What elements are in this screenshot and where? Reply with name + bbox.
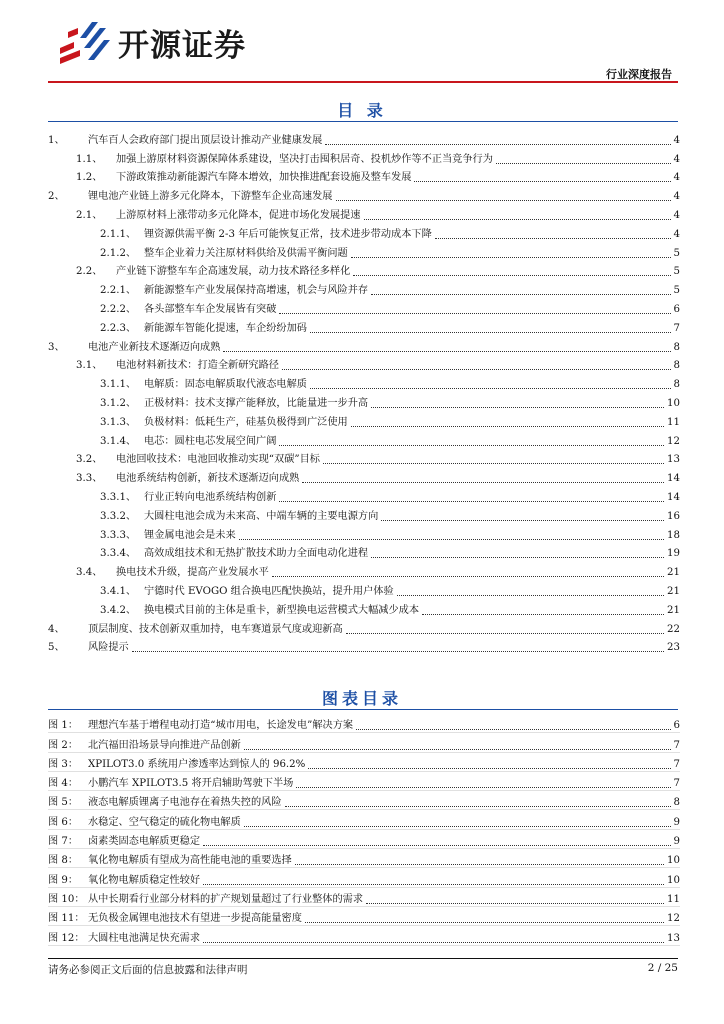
toc-entry-number: 2.2.1、 xyxy=(100,285,137,297)
toc-leader-dots xyxy=(422,614,664,615)
toc-leader-dots xyxy=(397,595,664,596)
toc-entry[interactable] xyxy=(48,128,680,147)
toc-leader-dots xyxy=(325,144,670,145)
toc-entry[interactable] xyxy=(48,335,680,354)
toc-entry-title: 宁德时代 EVOGO 组合换电匹配快换站，提升用户体验 xyxy=(144,585,394,597)
figure-entry-number: 图 5： xyxy=(48,797,79,809)
toc-entry[interactable] xyxy=(48,391,680,410)
toc-entry-title: 电芯：圆柱电芯发展空间广阔 xyxy=(144,435,277,447)
toc-entry-title: 整车企业着力关注原材料供给及供需平衡问题 xyxy=(144,247,348,259)
toc-entry-page: 14 xyxy=(667,473,680,485)
toc-entry-title: 各头部整车车企发展皆有突破 xyxy=(144,303,277,315)
toc-entry-page: 18 xyxy=(667,529,680,541)
figure-entry[interactable] xyxy=(48,753,680,772)
toc-leader-dots xyxy=(371,557,664,558)
toc-entry-page: 21 xyxy=(667,567,680,579)
header-divider xyxy=(48,81,678,83)
figure-leader-dots xyxy=(244,826,671,827)
toc-entry-number: 3.4.1、 xyxy=(100,585,137,597)
toc-entry-page: 19 xyxy=(667,548,680,560)
toc-entry-title: 大圆柱电池会成为未来高、中端车辆的主要电源方向 xyxy=(144,510,379,522)
figure-list-title: 图表目录 xyxy=(321,689,402,708)
toc-entry-page: 8 xyxy=(673,341,680,353)
figure-entry[interactable] xyxy=(48,772,680,791)
figure-entry-title: 小鹏汽车 XPILOT3.5 将开启辅助驾驶下半场 xyxy=(88,778,294,790)
toc-leader-dots xyxy=(302,482,664,483)
toc-entry-page: 6 xyxy=(673,303,680,315)
toc-entry-number: 5、 xyxy=(48,642,65,654)
toc-entry-number: 3、 xyxy=(48,341,65,353)
toc-entry-number: 3.2、 xyxy=(76,454,103,466)
figure-entry-page: 9 xyxy=(673,816,680,828)
toc-entry-page: 4 xyxy=(673,228,680,240)
toc-leader-dots xyxy=(414,181,670,182)
figure-leader-dots xyxy=(203,845,670,846)
toc-leader-dots xyxy=(279,501,664,502)
figure-entry[interactable] xyxy=(48,926,680,945)
footer-disclaimer: 请务必参阅正文后面的信息披露和法律声明 xyxy=(48,964,248,976)
toc-entry-title: 电池回收技术：电池回收推动实现“双碳”目标 xyxy=(116,454,320,466)
toc-entry-page: 8 xyxy=(673,379,680,391)
toc-entry-title: 电池系统结构创新，新技术逐渐迈向成熟 xyxy=(116,473,300,485)
toc-entry-page: 23 xyxy=(667,642,680,654)
figure-entry-page: 13 xyxy=(667,932,680,944)
toc-entry-title: 高效成组技术和无热扩散技术助力全面电动化进程 xyxy=(144,548,369,560)
toc-entry-number: 3.1.3、 xyxy=(100,416,137,428)
toc-title: 目 录 xyxy=(337,101,387,120)
toc-entry-title: 换电技术升级，提高产业发展水平 xyxy=(116,567,269,579)
toc-entry-number: 1.2、 xyxy=(76,172,103,184)
figure-entry-number: 图 3： xyxy=(48,758,79,770)
toc-entry[interactable] xyxy=(48,448,680,467)
toc-entry-page: 12 xyxy=(667,435,680,447)
figure-entry[interactable] xyxy=(48,888,680,907)
figure-entry-page: 8 xyxy=(673,797,680,809)
toc-leader-dots xyxy=(132,651,664,652)
toc-entry-title: 新能源车智能化提速，车企纷纷加码 xyxy=(144,322,307,334)
toc-leader-dots xyxy=(435,238,671,239)
figure-entry-number: 图 1： xyxy=(48,720,79,732)
toc-entry-number: 2.2.3、 xyxy=(100,322,137,334)
report-type-label: 行业深度报告 xyxy=(606,68,672,81)
toc-leader-dots xyxy=(353,275,670,276)
figure-entry[interactable] xyxy=(48,907,680,926)
figure-entry-number: 图 4： xyxy=(48,778,79,790)
toc-entry[interactable] xyxy=(48,466,680,485)
toc-entry[interactable] xyxy=(48,260,680,279)
toc-entry[interactable] xyxy=(48,560,680,579)
toc-entry[interactable] xyxy=(48,410,680,429)
toc-leader-dots xyxy=(223,351,670,352)
toc-entry-number: 1.1、 xyxy=(76,153,103,165)
toc-entry[interactable] xyxy=(48,316,680,335)
figure-entry-number: 图 11： xyxy=(48,913,85,925)
figure-entry[interactable] xyxy=(48,810,680,829)
toc-leader-dots xyxy=(496,163,671,164)
toc-leader-dots xyxy=(351,257,671,258)
toc-entry-number: 3.1.4、 xyxy=(100,435,137,447)
toc-entry-title: 电解质：固态电解质取代液态电解质 xyxy=(144,379,307,391)
table-of-contents xyxy=(48,128,680,654)
toc-leader-dots xyxy=(279,313,670,314)
toc-entry-number: 3.1、 xyxy=(76,360,103,372)
toc-entry[interactable] xyxy=(48,203,680,222)
figure-entry-page: 11 xyxy=(667,893,680,905)
figure-leader-dots xyxy=(356,729,670,730)
toc-entry-title: 产业链下游整车车企高速发展，动力技术路径多样化 xyxy=(116,266,351,278)
toc-entry-title: 负极材料：低耗生产，硅基负极得到广泛使用 xyxy=(144,416,348,428)
toc-entry-page: 14 xyxy=(667,491,680,503)
toc-entry-number: 2.1.1、 xyxy=(100,228,137,240)
toc-entry-title: 锂电池产业链上游多元化降本，下游整车企业高速发展 xyxy=(88,191,333,203)
kaiyuan-logo-icon xyxy=(54,18,114,66)
toc-leader-dots xyxy=(381,520,664,521)
figure-entry-page: 7 xyxy=(673,758,680,770)
figure-entry-number: 图 2： xyxy=(48,739,79,751)
toc-entry[interactable] xyxy=(48,542,680,561)
figure-entry-title: 水稳定、空气稳定的硫化物电解质 xyxy=(88,816,241,828)
toc-entry-page: 4 xyxy=(673,191,680,203)
toc-entry-title: 加强上游原材料资源保障体系建设，坚决打击囤积居奇、投机炒作等不正当竞争行为 xyxy=(116,153,493,165)
toc-entry-number: 3.3、 xyxy=(76,473,103,485)
toc-entry-title: 顶层制度、技术创新双重加持，电车赛道景气度或迎新高 xyxy=(88,623,343,635)
figure-entry-title: 从中长期看行业部分材料的扩产规划量超过了行业整体的需求 xyxy=(88,893,364,905)
figure-entry[interactable] xyxy=(48,849,680,868)
toc-entry[interactable] xyxy=(48,598,680,617)
figure-entry-number: 图 9： xyxy=(48,874,79,886)
toc-entry-title: 锂金属电池会是未来 xyxy=(144,529,236,541)
toc-entry[interactable] xyxy=(48,241,680,260)
toc-entry-title: 新能源整车产业发展保持高增速，机会与风险并存 xyxy=(144,285,369,297)
toc-entry-number: 3.3.1、 xyxy=(100,491,137,503)
toc-entry-page: 5 xyxy=(673,247,680,259)
brand-name: 开源证券 xyxy=(118,27,246,64)
toc-entry-page: 4 xyxy=(673,172,680,184)
figure-leader-dots xyxy=(244,749,671,750)
toc-entry-title: 行业正转向电池系统结构创新 xyxy=(144,491,277,503)
toc-entry[interactable] xyxy=(48,297,680,316)
page-number: 2 / 25 xyxy=(647,962,678,974)
figure-entry-number: 图 8： xyxy=(48,855,79,867)
figure-entry-title: 卤素类固态电解质更稳定 xyxy=(88,836,201,848)
toc-entry-title: 下游政策推动新能源汽车降本增效，加快推进配套设施及整车发展 xyxy=(116,172,412,184)
figure-leader-dots xyxy=(203,884,664,885)
toc-entry[interactable] xyxy=(48,579,680,598)
toc-entry[interactable] xyxy=(48,485,680,504)
toc-entry-number: 3.3.2、 xyxy=(100,510,137,522)
figure-entry-page: 7 xyxy=(673,739,680,751)
toc-entry[interactable] xyxy=(48,166,680,185)
toc-entry[interactable] xyxy=(48,354,680,373)
toc-leader-dots xyxy=(282,369,671,370)
toc-entry[interactable] xyxy=(48,617,680,636)
figure-list xyxy=(48,714,680,946)
toc-entry-number: 4、 xyxy=(48,623,65,635)
toc-entry-page: 11 xyxy=(667,416,680,428)
toc-entry-number: 2.1、 xyxy=(76,209,103,221)
figure-entry[interactable] xyxy=(48,791,680,810)
toc-entry-page: 22 xyxy=(667,623,680,635)
toc-entry-number: 3.4.2、 xyxy=(100,604,137,616)
toc-entry-number: 3.4、 xyxy=(76,567,103,579)
toc-entry-number: 2.2.2、 xyxy=(100,303,137,315)
toc-entry-number: 3.3.3、 xyxy=(100,529,137,541)
figure-entry-page: 12 xyxy=(667,913,680,925)
figure-entry-title: 液态电解质锂离子电池存在着热失控的风险 xyxy=(88,797,282,809)
toc-leader-dots xyxy=(323,463,664,464)
toc-entry-number: 2、 xyxy=(48,191,65,203)
toc-entry-title: 换电模式目前的主体是重卡，新型换电运营模式大幅减少成本 xyxy=(144,604,420,616)
toc-leader-dots xyxy=(364,219,671,220)
toc-entry[interactable] xyxy=(48,636,680,655)
figure-entry-number: 图 10： xyxy=(48,893,85,905)
figure-entry-title: 氧化物电解质有望成为高性能电池的重要选择 xyxy=(88,855,292,867)
toc-leader-dots xyxy=(279,445,664,446)
toc-entry[interactable] xyxy=(48,523,680,542)
toc-leader-dots xyxy=(351,426,664,427)
toc-entry[interactable] xyxy=(48,147,680,166)
footer-divider xyxy=(48,958,678,959)
toc-leader-dots xyxy=(310,332,671,333)
figure-entry-page: 10 xyxy=(667,874,680,886)
toc-entry-page: 16 xyxy=(667,510,680,522)
toc-entry-page: 4 xyxy=(673,134,680,146)
toc-leader-dots xyxy=(371,407,664,408)
toc-entry-page: 10 xyxy=(667,397,680,409)
figure-entry-number: 图 6： xyxy=(48,816,79,828)
toc-entry-number: 2.2、 xyxy=(76,266,103,278)
toc-entry[interactable] xyxy=(48,278,680,297)
toc-leader-dots xyxy=(336,200,671,201)
toc-leader-dots xyxy=(239,539,664,540)
toc-entry-title: 电池材料新技术：打造全新研究路径 xyxy=(116,360,279,372)
figure-entry-title: 北汽福田沿场景导向推进产品创新 xyxy=(88,739,241,751)
toc-entry-number: 3.1.2、 xyxy=(100,397,137,409)
figure-entry-title: 氧化物电解质稳定性较好 xyxy=(88,874,201,886)
toc-leader-dots xyxy=(310,388,671,389)
figure-entry-title: 大圆柱电池满足快充需求 xyxy=(88,932,201,944)
brand-logo xyxy=(54,18,246,66)
figure-leader-dots xyxy=(296,787,670,788)
figure-entry[interactable] xyxy=(48,733,680,752)
figure-entry-number: 图 7： xyxy=(48,836,79,848)
toc-entry-page: 13 xyxy=(667,454,680,466)
toc-entry-title: 正极材料：技术支撑产能释放，比能量进一步升高 xyxy=(144,397,369,409)
toc-entry-number: 1、 xyxy=(48,134,65,146)
toc-entry-page: 7 xyxy=(673,322,680,334)
toc-entry-title: 锂资源供需平衡 2-3 年后可能恢复正常，技术进步带动成本下降 xyxy=(144,228,432,240)
figure-entry[interactable] xyxy=(48,830,680,849)
page-header xyxy=(0,0,724,88)
figure-leader-dots xyxy=(305,922,664,923)
toc-entry-title: 上游原材料上涨带动多元化降本，促进市场化发展提速 xyxy=(116,209,361,221)
toc-entry-page: 5 xyxy=(673,266,680,278)
toc-title-underline xyxy=(48,121,678,122)
toc-leader-dots xyxy=(371,294,670,295)
toc-entry-title: 汽车百人会政府部门提出顶层设计推动产业健康发展 xyxy=(88,134,323,146)
toc-entry-title: 风险提示 xyxy=(88,642,129,654)
figure-leader-dots xyxy=(366,903,664,904)
figure-entry-page: 7 xyxy=(673,778,680,790)
figure-entry-title: 无负极金属锂电池技术有望进一步提高能量密度 xyxy=(88,913,302,925)
toc-entry[interactable] xyxy=(48,184,680,203)
figure-entry-page: 6 xyxy=(673,720,680,732)
toc-entry-title: 电池产业新技术逐渐迈向成熟 xyxy=(88,341,221,353)
toc-entry-page: 8 xyxy=(673,360,680,372)
toc-entry-page: 4 xyxy=(673,209,680,221)
figure-entry[interactable] xyxy=(48,868,680,887)
toc-entry-page: 21 xyxy=(667,604,680,616)
figure-leader-dots xyxy=(295,864,664,865)
toc-entry[interactable] xyxy=(48,222,680,241)
figure-entry-title: XPILOT3.0 系统用户渗透率达到惊人的 96.2% xyxy=(88,758,306,770)
figure-leader-dots xyxy=(285,806,671,807)
toc-entry-number: 2.1.2、 xyxy=(100,247,137,259)
figure-entry-page: 10 xyxy=(667,855,680,867)
toc-entry-page: 4 xyxy=(673,153,680,165)
figure-leader-dots xyxy=(308,768,670,769)
figure-entry-page: 9 xyxy=(673,836,680,848)
toc-leader-dots xyxy=(272,576,664,577)
toc-entry[interactable] xyxy=(48,504,680,523)
figure-entry-number: 图 12： xyxy=(48,932,85,944)
toc-entry-number: 3.3.4、 xyxy=(100,548,137,560)
toc-entry-number: 3.1.1、 xyxy=(100,379,137,391)
toc-leader-dots xyxy=(346,633,664,634)
toc-entry-page: 5 xyxy=(673,285,680,297)
figure-list-title-underline xyxy=(48,709,678,710)
figure-entry-title: 理想汽车基于增程电动打造“城市用电，长途发电”解决方案 xyxy=(88,720,354,732)
toc-entry-page: 21 xyxy=(667,585,680,597)
figure-entry[interactable] xyxy=(48,714,680,733)
toc-entry[interactable] xyxy=(48,372,680,391)
figure-leader-dots xyxy=(203,942,664,943)
toc-entry[interactable] xyxy=(48,429,680,448)
